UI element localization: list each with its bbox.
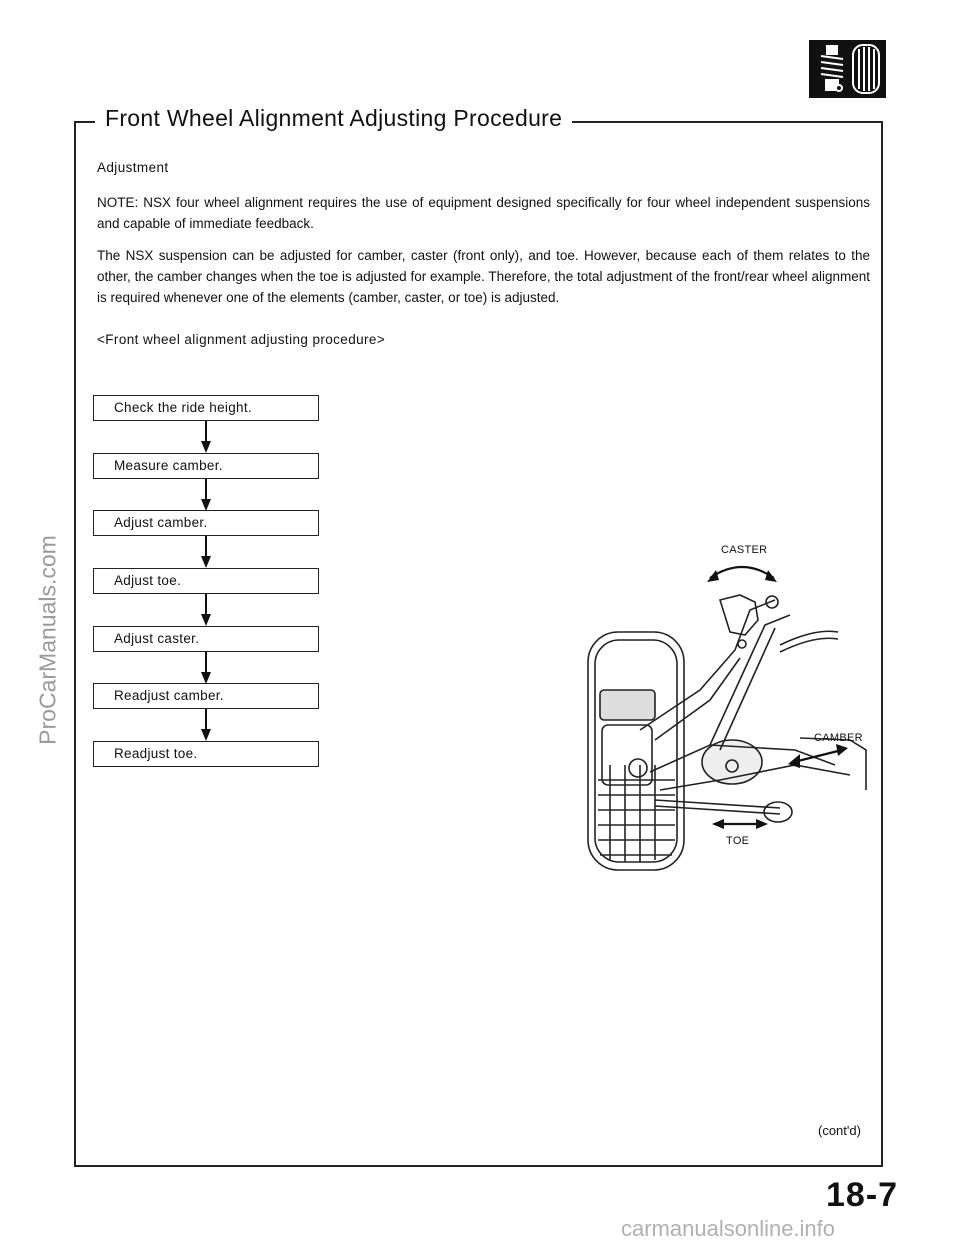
toe-label: TOE xyxy=(726,835,750,847)
down-arrow-icon xyxy=(199,652,213,684)
continued-note: (cont'd) xyxy=(818,1123,861,1138)
bottom-watermark: carmanualsonline.info xyxy=(621,1216,836,1241)
camber-label: CAMBER xyxy=(814,732,863,744)
flow-step: Check the ride height. xyxy=(93,395,319,421)
flow-step: Adjust toe. xyxy=(93,568,319,594)
flow-step: Readjust toe. xyxy=(93,741,319,767)
page-number: 18-7 xyxy=(826,1176,899,1214)
procedure-label: <Front wheel alignment adjusting procedure> xyxy=(97,332,386,347)
down-arrow-icon xyxy=(199,479,213,511)
flow-step: Adjust caster. xyxy=(93,626,319,652)
caster-label: CASTER xyxy=(721,544,768,556)
flow-step: Measure camber. xyxy=(93,453,319,479)
down-arrow-icon xyxy=(199,536,213,568)
page-title: Front Wheel Alignment Adjusting Procedure xyxy=(95,105,572,132)
down-arrow-icon xyxy=(199,709,213,741)
suspension-section-icon xyxy=(809,40,886,98)
intro-paragraph: The NSX suspension can be adjusted for camber, caster (front only), and toe. However, because each of them relates to the other, the camber changes when the toe is adjusted for example. Therefore, the total adjustment of the front/rear wheel alignment is required whenever one of the elements (camber, caster, or toe) is adjusted. xyxy=(97,248,870,305)
flow-step: Adjust camber. xyxy=(93,510,319,536)
adjustment-heading: Adjustment xyxy=(97,160,169,175)
flow-step: Readjust camber. xyxy=(93,683,319,709)
note-text: NOTE: NSX four wheel alignment requires the use of equipment designed specifically for four wheel independent suspensions and capable of immediate feedback. xyxy=(97,195,870,231)
front-suspension-illustration xyxy=(580,540,876,880)
down-arrow-icon xyxy=(199,421,213,453)
down-arrow-icon xyxy=(199,594,213,626)
suspension-diagram xyxy=(580,540,876,880)
side-watermark: ProCarManuals.com xyxy=(34,535,61,745)
